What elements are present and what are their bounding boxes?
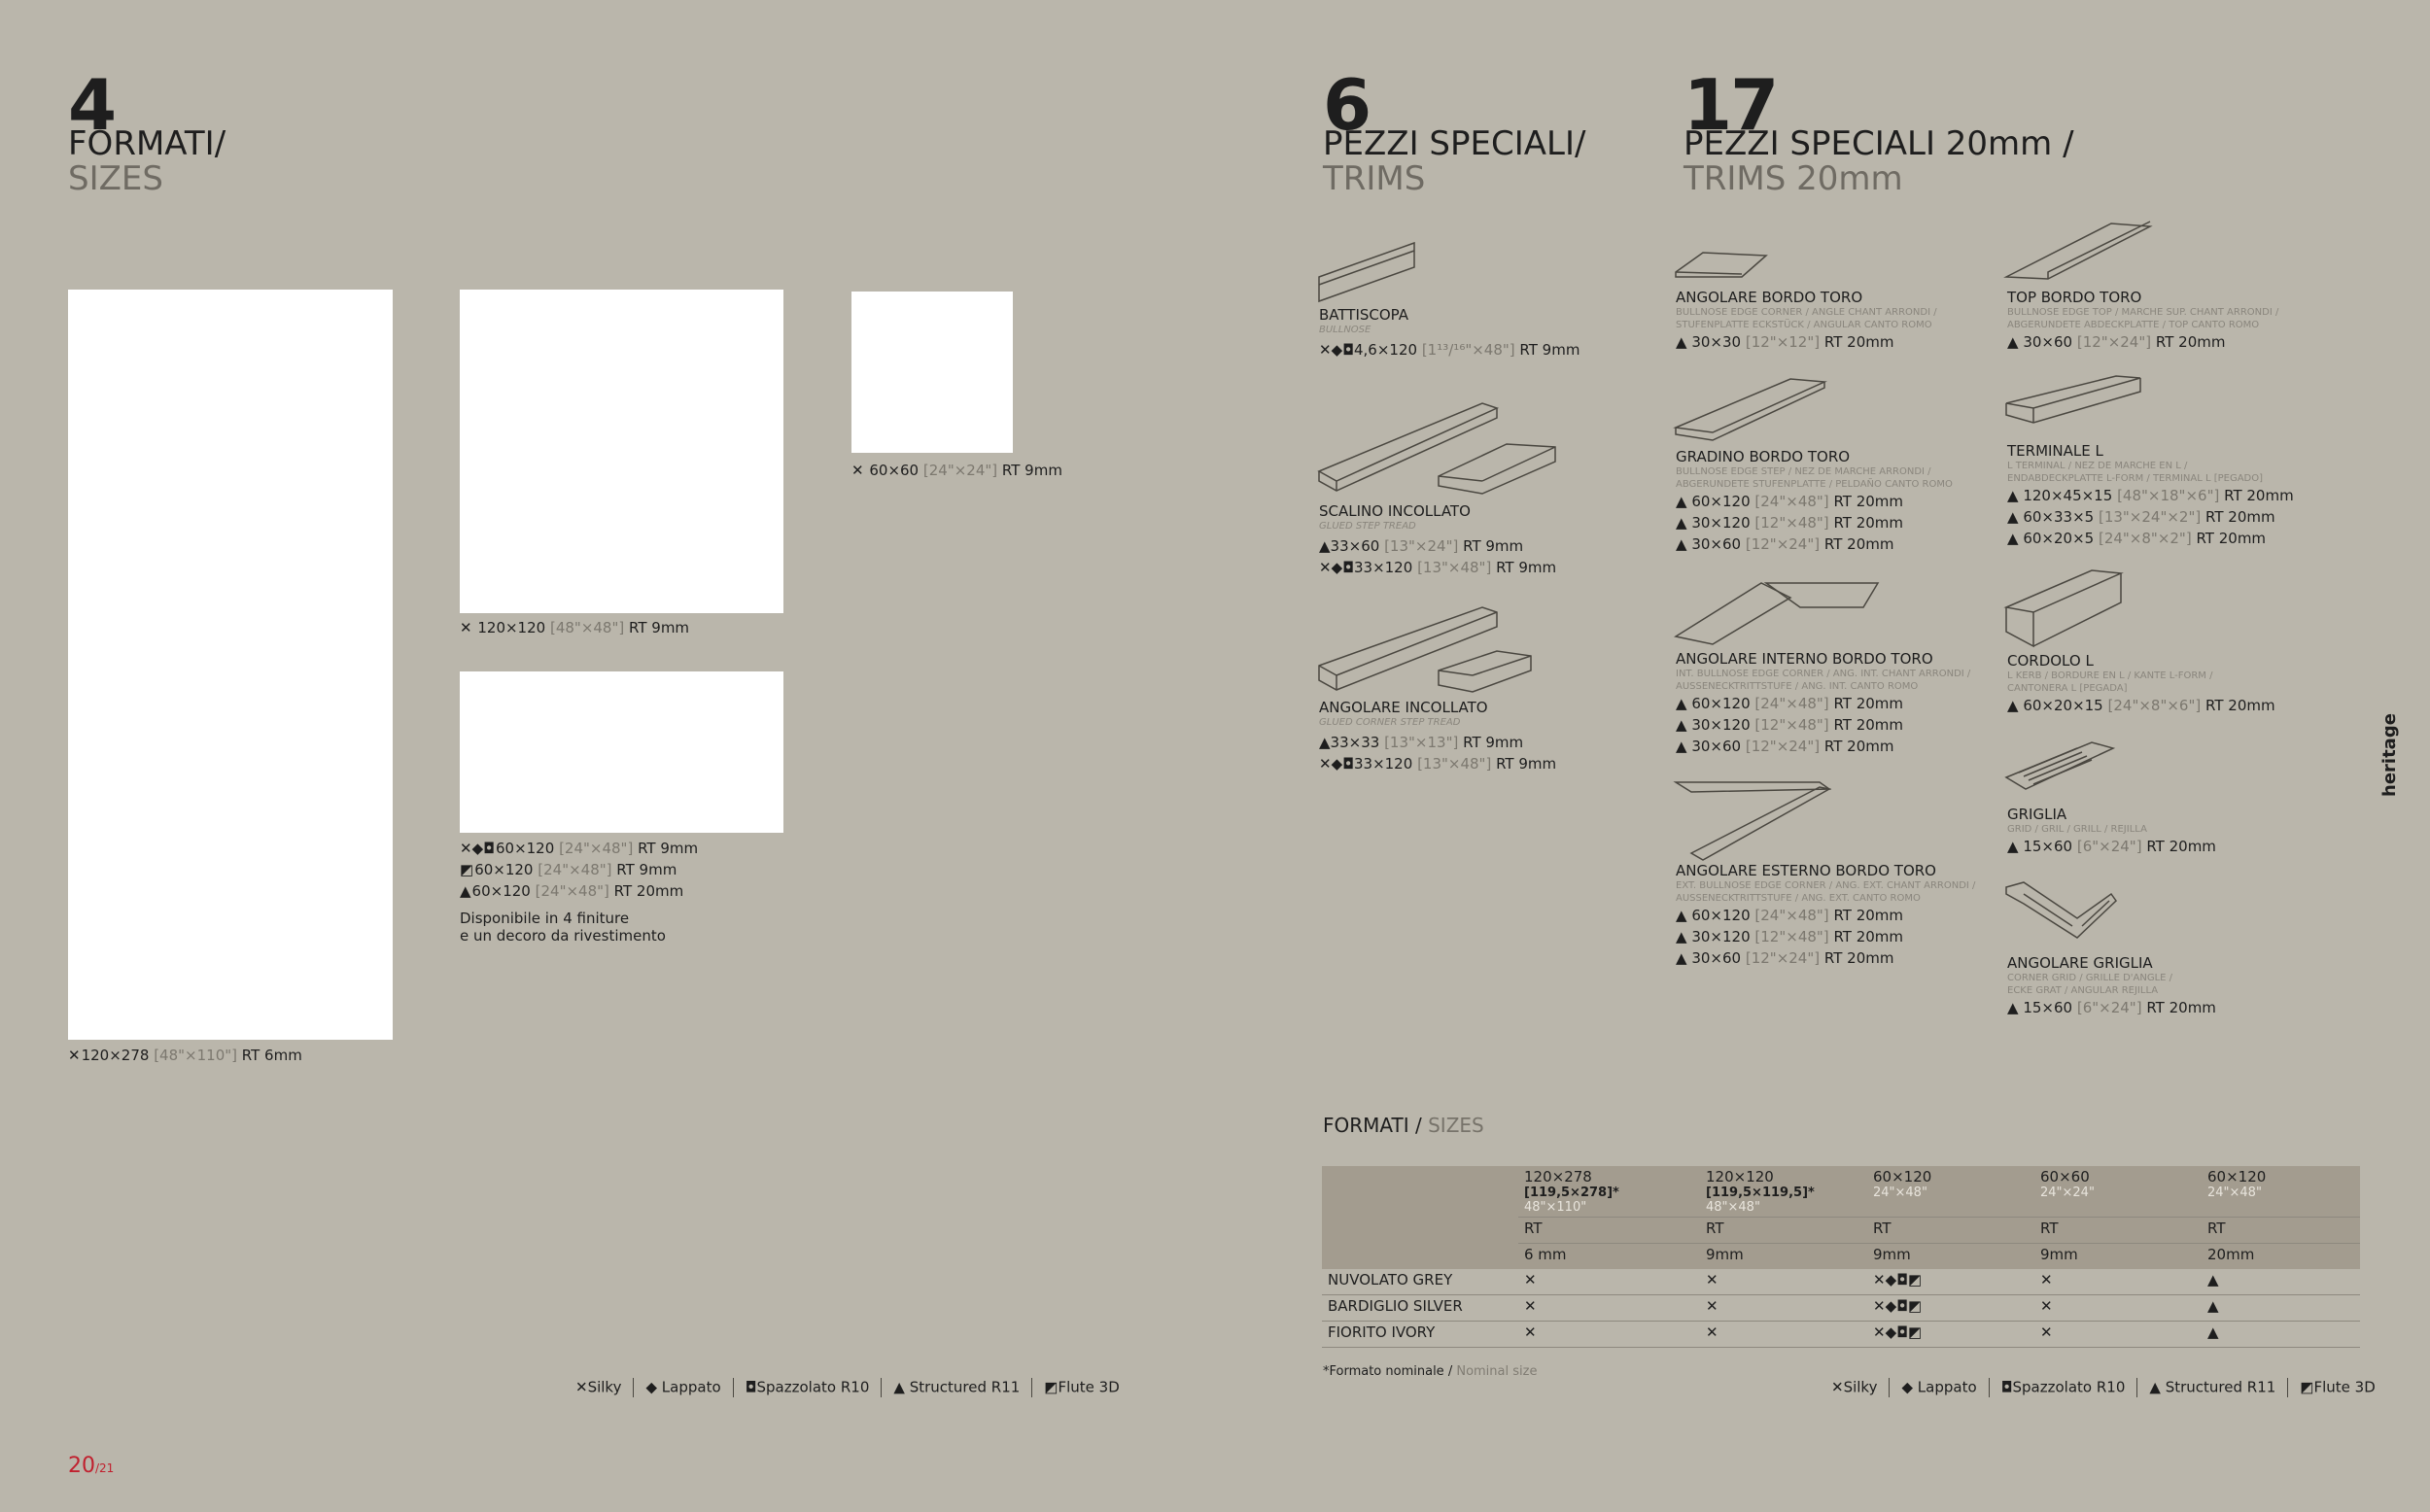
- table-title: [1323, 1114, 1484, 1137]
- trim-sub: GLUED STEP TREAD: [1319, 521, 1416, 532]
- internal-corner-drawing: [1674, 578, 1888, 646]
- inch-value: [48"×110"]: [154, 1047, 237, 1064]
- inch-value: [12"×48"]: [1754, 928, 1829, 945]
- rt-value: RT 20mm: [1833, 514, 1904, 532]
- col-rt: RT: [1518, 1218, 1700, 1244]
- trim-angolare-incollato: [1319, 700, 1556, 774]
- cell: ✕: [1518, 1295, 1700, 1322]
- inch-value: [13"×48"]: [1417, 755, 1492, 773]
- row-name: BARDIGLIO SILVER: [1322, 1295, 1518, 1322]
- legend-flute: Flute 3D: [1058, 1378, 1120, 1396]
- size-value: 60×120: [1691, 695, 1751, 712]
- trim-name: CORDOLO L: [2007, 652, 2094, 670]
- table-title-en: SIZES: [1428, 1114, 1484, 1137]
- spec-line: [1676, 331, 1937, 353]
- inch-value: [24"×8"×6"]: [2107, 697, 2202, 714]
- trim-sub: ABGERUNDETE STUFENPLATTE / PELDAÑO CANTO ROMO: [1676, 479, 1953, 490]
- sizes-title-it: FORMATI/: [68, 124, 226, 163]
- inch-value: [24"×48"]: [1754, 907, 1829, 924]
- trim20-top-bordo-toro: [2007, 290, 2278, 353]
- silky-icon: ✕: [1831, 1378, 1844, 1396]
- inch-value: [13"×48"]: [1417, 559, 1492, 576]
- col-inch: 48"×48": [1706, 1200, 1760, 1215]
- rt-value: RT 20mm: [1833, 907, 1904, 924]
- rt-value: RT 9mm: [1001, 462, 1062, 479]
- spec-line: [1319, 557, 1556, 578]
- footnote-it: *Formato nominale /: [1323, 1364, 1453, 1379]
- trims-title-it: PEZZI SPECIALI/: [1323, 124, 1586, 163]
- tile-120x120-spec: [460, 617, 689, 638]
- inch-value: [13"×24"×2"]: [2098, 508, 2202, 526]
- inch-value: [24"×48"]: [1754, 493, 1829, 510]
- flute-icon: ◩: [460, 861, 474, 878]
- cell: ✕: [2034, 1295, 2202, 1322]
- row-name: FIORITO IVORY: [1322, 1322, 1518, 1348]
- structured-icon: ▲: [2007, 530, 2019, 547]
- size-value: 60×120: [471, 882, 531, 900]
- spec-line: [1676, 926, 1975, 947]
- trim-name: ANGOLARE BORDO TORO: [1676, 289, 1863, 306]
- table-row: [1322, 1295, 2360, 1322]
- col-thickness: 9mm: [1867, 1244, 2034, 1270]
- inch-value: [24"×48"]: [1754, 695, 1829, 712]
- size-value: 60×120: [474, 861, 534, 878]
- rt-value: RT 9mm: [616, 861, 677, 878]
- rt-value: RT 9mm: [1496, 559, 1557, 576]
- size-value: 60×20×5: [2023, 530, 2095, 547]
- col-size: 120×120: [1706, 1168, 1774, 1186]
- page-num-sub: /21: [95, 1461, 115, 1475]
- tile-60x60-spec: [851, 460, 1062, 481]
- flute-icon: ◩: [1044, 1378, 1059, 1396]
- col-size: 120×278: [1524, 1168, 1592, 1186]
- trim-sub: BULLNOSE EDGE CORNER / ANGLE CHANT ARRONDI /: [1676, 307, 1937, 318]
- col-inch: 24"×24": [2040, 1186, 2095, 1200]
- inch-value: [12"×48"]: [1754, 716, 1829, 734]
- structured-icon: ▲: [460, 882, 471, 900]
- trim-name: BATTISCOPA: [1319, 306, 1409, 324]
- cell: ▲: [2202, 1269, 2360, 1295]
- bullnose-drawing: [1317, 238, 1424, 306]
- cell: ✕: [1700, 1322, 1867, 1348]
- trims-count: 6: [1323, 64, 1371, 146]
- spec-line: [460, 859, 698, 880]
- rt-value: RT 20mm: [2224, 487, 2294, 504]
- inch-value: [13"×24"]: [1384, 537, 1459, 555]
- structured-icon: ▲: [2007, 333, 2019, 351]
- structured-icon: ▲: [2007, 697, 2019, 714]
- structured-icon: ▲: [2007, 838, 2019, 855]
- rt-value: RT 9mm: [1463, 734, 1524, 751]
- structured-icon: ▲: [2149, 1378, 2161, 1396]
- legend-silky: Silky: [587, 1378, 622, 1396]
- step-tread-drawing: [1317, 403, 1560, 500]
- spec-line: [2007, 997, 2216, 1018]
- inch-value: [48"×18"×6"]: [2117, 487, 2220, 504]
- trim-sub: BULLNOSE EDGE STEP / NEZ DE MARCHE ARRONDI /: [1676, 466, 1931, 477]
- finish-icons: ✕◆◘: [1319, 755, 1354, 773]
- trim-sub: ENDABDECKPLATTE L-FORM / TERMINAL L [PEGADO]: [2007, 473, 2264, 484]
- inch-value: [6"×24"]: [2076, 838, 2142, 855]
- spec-line: [460, 838, 698, 859]
- size-value: 60×120: [495, 840, 555, 857]
- trim-name: TOP BORDO TORO: [2007, 289, 2142, 306]
- spec-line: [2007, 331, 2278, 353]
- lappato-icon: ◆: [645, 1378, 658, 1396]
- rt-value: RT 20mm: [2205, 508, 2275, 526]
- sizes-title-en: SIZES: [68, 159, 163, 198]
- col-nominal: [119,5×278]*: [1524, 1186, 1619, 1200]
- spec-line: [2007, 485, 2294, 506]
- trim20-griglia: [2007, 807, 2216, 857]
- legend-silky: Silky: [1843, 1378, 1878, 1396]
- sizes-count: 4: [68, 64, 116, 146]
- finish-icons: ✕◆◘: [1319, 341, 1354, 359]
- inch-value: [24"×24"]: [922, 462, 998, 479]
- inch-value: [6"×24"]: [2076, 999, 2142, 1016]
- spec-line: [1676, 533, 1953, 555]
- external-corner-drawing: [1674, 777, 1839, 860]
- structured-icon: ▲: [1676, 928, 1687, 945]
- rt-value: RT 20mm: [2146, 838, 2216, 855]
- tile-120x278: [68, 290, 393, 1040]
- size-value: 33×60: [1330, 537, 1380, 555]
- trim-sub: BULLNOSE EDGE TOP / MARCHE SUP. CHANT ARRONDI /: [2007, 307, 2279, 318]
- legend-lappato: Lappato: [661, 1378, 721, 1396]
- rt-value: RT 20mm: [1833, 493, 1904, 510]
- col-size: 60×120: [1873, 1168, 1932, 1186]
- cell: ✕◆◘◩: [1867, 1322, 2034, 1348]
- spec-line: [1676, 491, 1953, 512]
- structured-icon: ▲: [1676, 907, 1687, 924]
- trim-sub: STUFENPLATTE ECKSTÜCK / ANGULAR CANTO ROMO: [1676, 320, 1932, 330]
- rt-value: RT 20mm: [2196, 530, 2267, 547]
- tile-120x278-spec: [68, 1045, 302, 1066]
- cell: ✕: [1518, 1269, 1700, 1295]
- col-header: [1700, 1166, 1867, 1218]
- col-size: 60×60: [2040, 1168, 2090, 1186]
- size-value: 60×20×15: [2023, 697, 2103, 714]
- col-inch: 48"×110": [1524, 1200, 1587, 1215]
- trim-battiscopa: [1319, 307, 1580, 361]
- inch-value: [12"×12"]: [1745, 333, 1821, 351]
- spec-line: [1676, 905, 1975, 926]
- spec-line: [1319, 753, 1556, 774]
- availability-note: Disponibile in 4 finiture: [460, 910, 630, 927]
- structured-icon: ▲: [1676, 695, 1687, 712]
- size-value: 30×60: [2023, 333, 2073, 351]
- grid-drawing: [2004, 740, 2121, 799]
- cell: ✕◆◘◩: [1867, 1269, 2034, 1295]
- trims-title-en: TRIMS: [1323, 159, 1426, 198]
- finish-icons: ✕◆◘: [1319, 559, 1354, 576]
- inch-value: [12"×24"]: [1745, 535, 1821, 553]
- spec-line: [1676, 693, 1970, 714]
- size-value: 30×30: [1691, 333, 1742, 351]
- trim-sub: AUSSENECKTRITTSTUFE / ANG. INT. CANTO ROMO: [1676, 681, 1919, 692]
- trim-sub: EXT. BULLNOSE EDGE CORNER / ANG. EXT. CHANT ARRONDI /: [1676, 880, 1976, 891]
- structured-icon: ▲: [1319, 734, 1331, 751]
- availability-note: e un decoro da rivestimento: [460, 927, 666, 945]
- rt-value: RT 20mm: [2146, 999, 2216, 1016]
- legend-structured: Structured R11: [2165, 1378, 2276, 1396]
- size-value: 120×45×15: [2023, 487, 2113, 504]
- rt-value: RT 20mm: [1833, 928, 1904, 945]
- col-rt: RT: [1867, 1218, 2034, 1244]
- spec-line: [2007, 528, 2294, 549]
- l-kerb-drawing: [2004, 568, 2131, 651]
- cell: ✕◆◘◩: [1867, 1295, 2034, 1322]
- rt-value: RT 20mm: [2205, 697, 2275, 714]
- spec-line: [1319, 535, 1556, 557]
- page-num: 20: [68, 1454, 95, 1478]
- tile-120x120: [460, 290, 783, 613]
- inch-value: [48"×48"]: [549, 619, 625, 636]
- tile-60x60: [851, 292, 1013, 453]
- bullnose-corner-drawing: [1674, 248, 1781, 287]
- table-corner: [1322, 1166, 1518, 1269]
- l-terminal-drawing: [2004, 374, 2160, 442]
- col-header: [2034, 1166, 2202, 1218]
- size-value: 30×120: [1691, 716, 1751, 734]
- table-header-row: [1322, 1166, 2360, 1218]
- spec-line: [1676, 512, 1953, 533]
- col-thickness: 6 mm: [1518, 1244, 1700, 1270]
- rt-value: RT 20mm: [1833, 695, 1904, 712]
- top-bullnose-drawing: [2004, 219, 2160, 282]
- structured-icon: ▲: [1676, 716, 1687, 734]
- trims20-title-it: PEZZI SPECIALI 20mm /: [1684, 124, 2074, 163]
- inch-value: [24"×8"×2"]: [2098, 530, 2192, 547]
- trim-name: GRIGLIA: [2007, 806, 2067, 823]
- rt-value: RT 9mm: [1496, 755, 1557, 773]
- size-value: 4,6×120: [1353, 341, 1418, 359]
- spazzolato-icon: ◘: [745, 1378, 757, 1396]
- cell: ✕: [2034, 1322, 2202, 1348]
- rt-value: RT 20mm: [2155, 333, 2226, 351]
- spec-line: [2007, 695, 2275, 716]
- trim-sub: L KERB / BORDURE EN L / KANTE L-FORM /: [2007, 670, 2213, 681]
- inch-value: [24"×48"]: [538, 861, 612, 878]
- inch-value: [24"×48"]: [535, 882, 609, 900]
- bullnose-step-drawing: [1674, 374, 1829, 442]
- inch-value: [12"×24"]: [1745, 738, 1821, 755]
- legend-right: [1831, 1378, 2376, 1397]
- size-value: 15×60: [2023, 838, 2073, 855]
- table-row: [1322, 1269, 2360, 1295]
- col-header: [2202, 1166, 2360, 1218]
- col-rt: RT: [2034, 1218, 2202, 1244]
- trim-sub: BULLNOSE: [1319, 325, 1371, 335]
- inch-value: [1¹³/¹⁶"×48"]: [1421, 341, 1515, 359]
- sizes-title: [68, 126, 226, 196]
- size-value: 30×60: [1691, 949, 1742, 967]
- trim-sub: ABGERUNDETE ABDECKPLATTE / TOP CANTO ROMO: [2007, 320, 2260, 330]
- trim-name: ANGOLARE GRIGLIA: [2007, 954, 2153, 972]
- rt-value: RT 20mm: [613, 882, 684, 900]
- corner-grid-drawing: [2004, 879, 2121, 947]
- footnote-en: Nominal size: [1456, 1364, 1538, 1379]
- tile-60x120-spec: [460, 838, 698, 945]
- rt-value: RT 20mm: [1823, 535, 1894, 553]
- size-value: 60×120: [1691, 907, 1751, 924]
- structured-icon: ▲: [1676, 738, 1687, 755]
- trims20-title-en: TRIMS 20mm: [1684, 159, 1903, 198]
- table-row: [1322, 1322, 2360, 1348]
- trim20-cordolo-l: [2007, 653, 2275, 716]
- spec-line: [1319, 732, 1556, 753]
- legend-spazzolato: Spazzolato R10: [756, 1378, 870, 1396]
- legend-lappato: Lappato: [1917, 1378, 1977, 1396]
- col-rt: RT: [2202, 1218, 2360, 1244]
- rt-value: RT 20mm: [1823, 738, 1894, 755]
- col-size: 60×120: [2207, 1168, 2267, 1186]
- trim20-angolare-interno: [1676, 651, 1970, 757]
- size-value: 30×120: [1691, 514, 1751, 532]
- rt-value: RT 20mm: [1833, 716, 1904, 734]
- structured-icon: ▲: [1676, 493, 1687, 510]
- structured-icon: ▲: [1676, 514, 1687, 532]
- cell: ▲: [2202, 1322, 2360, 1348]
- structured-icon: ▲: [2007, 999, 2019, 1016]
- legend-flute: Flute 3D: [2313, 1378, 2376, 1396]
- legend-left: [575, 1378, 1120, 1397]
- spec-line: [2007, 506, 2294, 528]
- col-nominal: [119,5×119,5]*: [1706, 1186, 1815, 1200]
- size-value: 60×60: [869, 462, 920, 479]
- trims20-count: 17: [1684, 64, 1778, 146]
- size-value: 15×60: [2023, 999, 2073, 1016]
- col-inch: 24"×48": [1873, 1186, 1927, 1200]
- lappato-icon: ◆: [1901, 1378, 1914, 1396]
- size-value: 30×60: [1691, 738, 1742, 755]
- trim-sub: CANTONERA L [PEGADA]: [2007, 683, 2128, 694]
- cell: ✕: [1700, 1295, 1867, 1322]
- structured-icon: ▲: [2007, 487, 2019, 504]
- cell: ✕: [1700, 1269, 1867, 1295]
- col-thickness: 9mm: [1700, 1244, 1867, 1270]
- flute-icon: ◩: [2300, 1378, 2314, 1396]
- silky-icon: ✕: [460, 619, 472, 636]
- col-header: [1867, 1166, 2034, 1218]
- inch-value: [12"×24"]: [1745, 949, 1821, 967]
- size-value: 33×120: [1353, 559, 1413, 576]
- spec-line: [1676, 736, 1970, 757]
- structured-icon: ▲: [2007, 508, 2019, 526]
- col-header: [1518, 1166, 1700, 1218]
- structured-icon: ▲: [1319, 537, 1331, 555]
- trim-name: GRADINO BORDO TORO: [1676, 448, 1851, 465]
- trim-name: ANGOLARE INCOLLATO: [1319, 699, 1488, 716]
- trims-title: [1323, 126, 1585, 196]
- trim-scalino: [1319, 503, 1556, 578]
- sizes-table: [1322, 1166, 2360, 1348]
- spec-line: [1676, 714, 1970, 736]
- inch-value: [12"×24"]: [2076, 333, 2152, 351]
- table-footnote: [1323, 1364, 1537, 1379]
- trim20-angolare-esterno: [1676, 863, 1975, 969]
- collection-side-label: heritage: [2379, 713, 2400, 797]
- size-value: 33×33: [1330, 734, 1380, 751]
- spec-line: [1319, 339, 1580, 361]
- col-thickness: 9mm: [2034, 1244, 2202, 1270]
- spec-line: [1676, 947, 1975, 969]
- trim-sub: INT. BULLNOSE EDGE CORNER / ANG. INT. CHANT ARRONDI /: [1676, 669, 1971, 679]
- trim-sub: L TERMINAL / NEZ DE MARCHE EN L /: [2007, 461, 2188, 471]
- row-name: NUVOLATO GREY: [1322, 1269, 1518, 1295]
- trim-sub: ECKE GRAT / ANGULAR REJILLA: [2007, 985, 2159, 996]
- trim20-gradino-bordo-toro: [1676, 449, 1953, 555]
- spec-line: [460, 880, 698, 902]
- size-value: 60×120: [1691, 493, 1751, 510]
- table-title-it: FORMATI /: [1323, 1114, 1422, 1137]
- page-number: [68, 1454, 114, 1478]
- silky-icon: ✕: [851, 462, 864, 479]
- rt-value: RT 20mm: [1823, 949, 1894, 967]
- col-rt: RT: [1700, 1218, 1867, 1244]
- silky-icon: ✕: [68, 1047, 81, 1064]
- legend-structured: Structured R11: [909, 1378, 1021, 1396]
- trim-sub: AUSSENECKTRITTSTUFE / ANG. EXT. CANTO ROMO: [1676, 893, 1921, 904]
- trim20-angolare-bordo-toro: [1676, 290, 1937, 353]
- structured-icon: ▲: [1676, 535, 1687, 553]
- col-thickness: 20mm: [2202, 1244, 2360, 1270]
- rt-value: RT 9mm: [1463, 537, 1524, 555]
- trim-name: ANGOLARE ESTERNO BORDO TORO: [1676, 862, 1936, 879]
- size-value: 120×120: [477, 619, 546, 636]
- cell: ✕: [1518, 1322, 1700, 1348]
- trim-sub: CORNER GRID / GRILLE D'ANGLE /: [2007, 973, 2173, 983]
- col-inch: 24"×48": [2207, 1186, 2262, 1200]
- legend-spazzolato: Spazzolato R10: [2012, 1378, 2126, 1396]
- finish-icons: ✕◆◘: [460, 840, 495, 857]
- size-value: 33×120: [1353, 755, 1413, 773]
- rt-value: RT 9mm: [638, 840, 699, 857]
- size-value: 120×278: [81, 1047, 150, 1064]
- trims20-title: [1684, 126, 2074, 196]
- trim20-terminale-l: [2007, 443, 2294, 549]
- inch-value: [12"×48"]: [1754, 514, 1829, 532]
- trim20-angolare-griglia: [2007, 955, 2216, 1018]
- rt-value: RT 6mm: [241, 1047, 302, 1064]
- trim-sub: GRID / GRIL / GRILL / REJILLA: [2007, 824, 2147, 835]
- cell: ✕: [2034, 1269, 2202, 1295]
- size-value: 60×33×5: [2023, 508, 2095, 526]
- trim-sub: GLUED CORNER STEP TREAD: [1319, 717, 1461, 728]
- corner-step-tread-drawing: [1317, 602, 1560, 700]
- rt-value: RT 9mm: [629, 619, 690, 636]
- inch-value: [13"×13"]: [1384, 734, 1459, 751]
- spec-line: [2007, 836, 2216, 857]
- inch-value: [24"×48"]: [559, 840, 634, 857]
- structured-icon: ▲: [893, 1378, 905, 1396]
- size-value: 30×120: [1691, 928, 1751, 945]
- silky-icon: ✕: [575, 1378, 588, 1396]
- trim-name: SCALINO INCOLLATO: [1319, 502, 1471, 520]
- structured-icon: ▲: [1676, 949, 1687, 967]
- size-value: 30×60: [1691, 535, 1742, 553]
- structured-icon: ▲: [1676, 333, 1687, 351]
- cell: ▲: [2202, 1295, 2360, 1322]
- rt-value: RT 20mm: [1823, 333, 1894, 351]
- tile-60x120: [460, 671, 783, 833]
- spazzolato-icon: ◘: [2000, 1378, 2013, 1396]
- trim-name: TERMINALE L: [2007, 442, 2103, 460]
- rt-value: RT 9mm: [1519, 341, 1580, 359]
- trim-name: ANGOLARE INTERNO BORDO TORO: [1676, 650, 1933, 668]
